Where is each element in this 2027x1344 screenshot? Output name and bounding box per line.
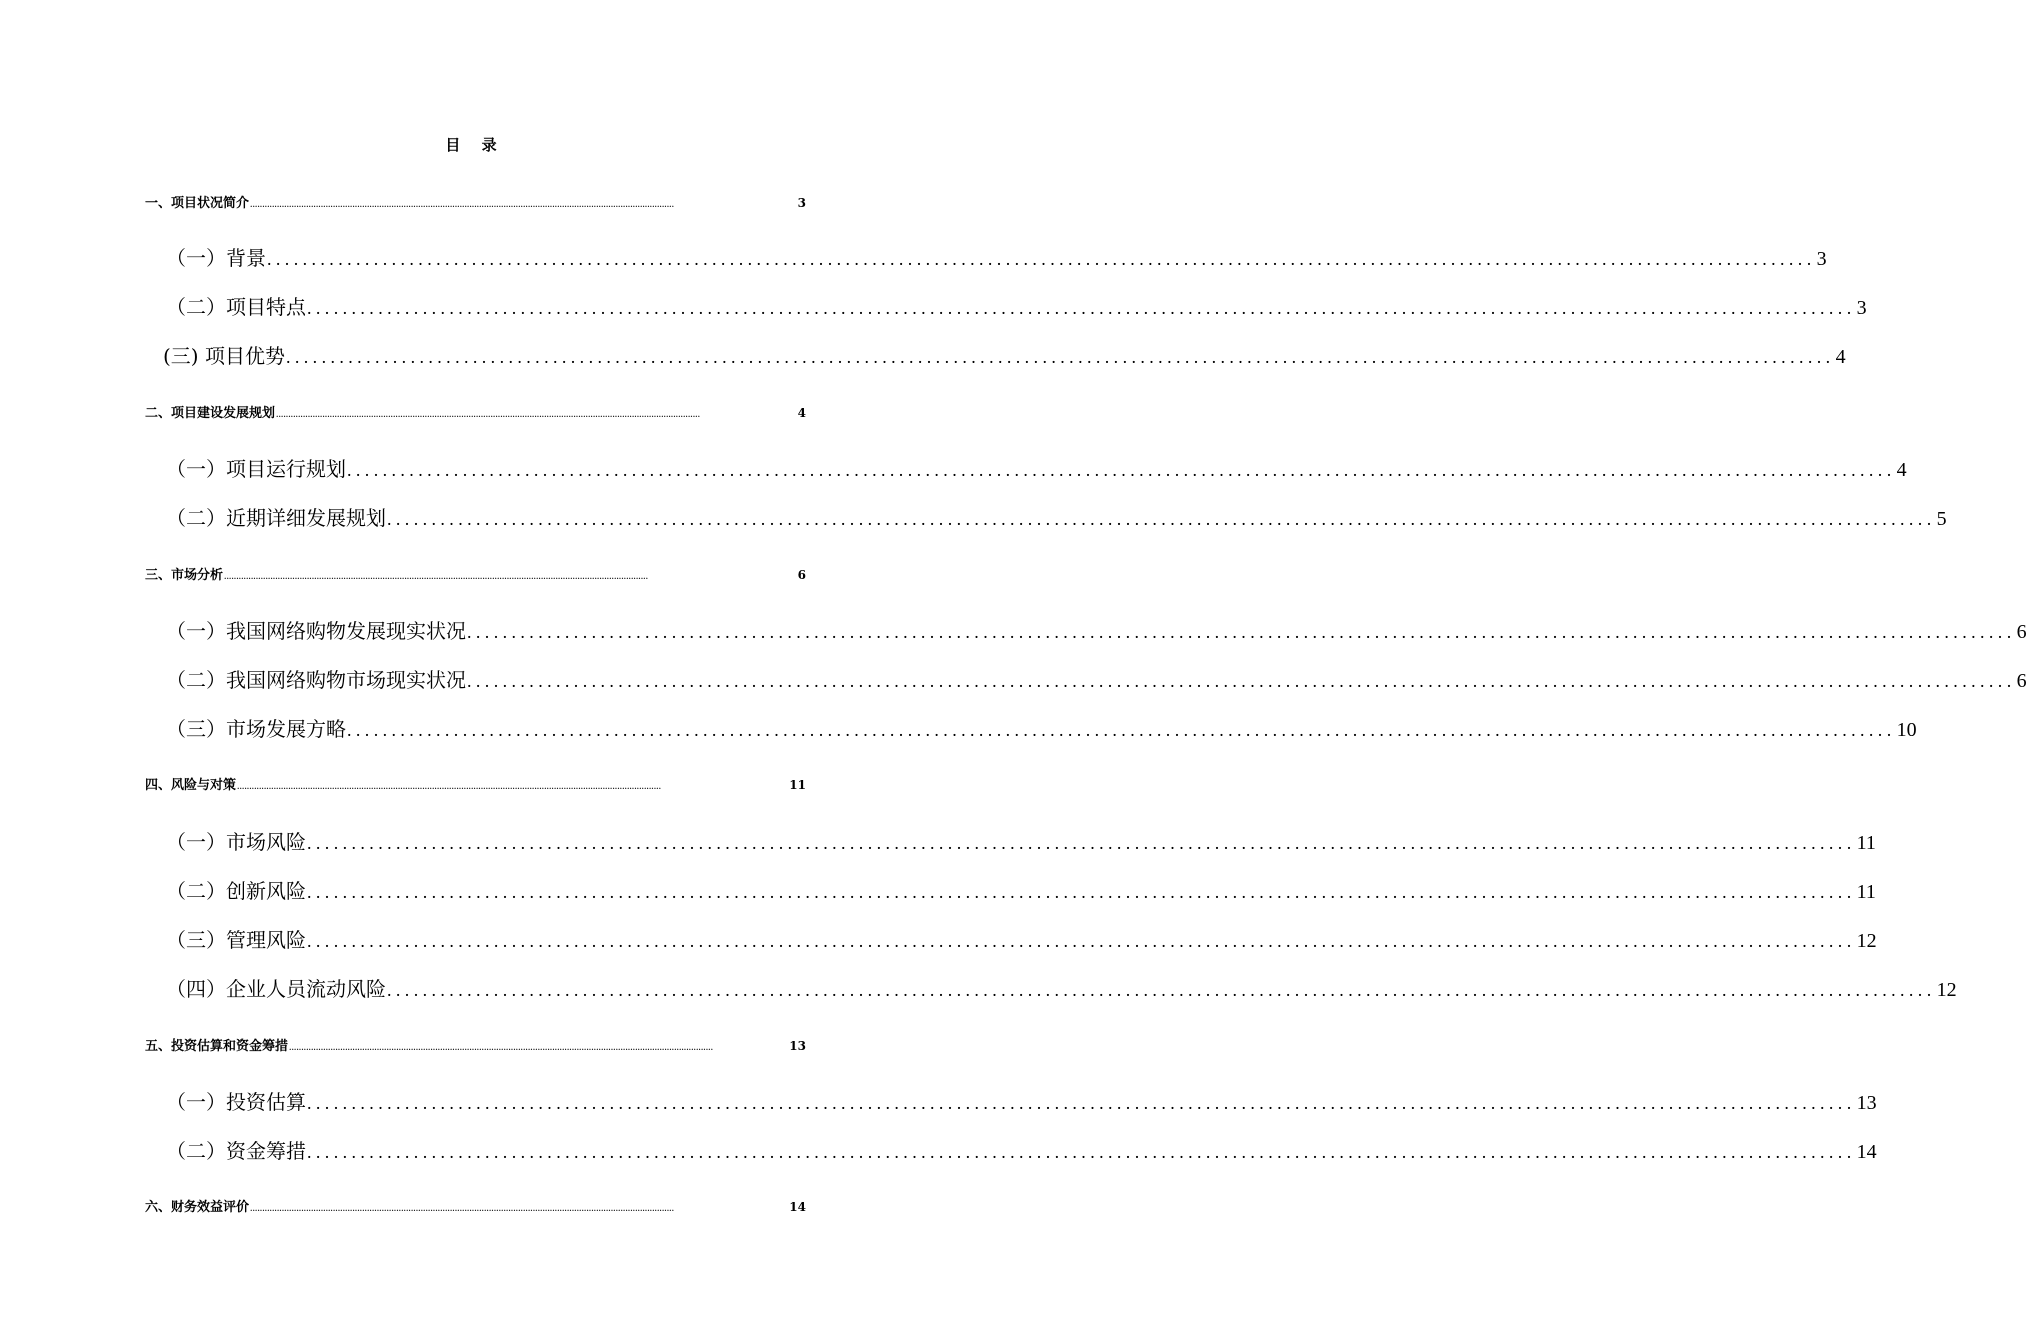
dot-leader: ..............................................................................................................................................................................	[267, 249, 1816, 269]
dot-leader: ..............................................................................................................................................................................	[285, 347, 1835, 367]
dot-leader: ..............................................................................................................................................................................	[289, 1043, 714, 1052]
toc-entry-label: （一）项目运行规划	[166, 457, 346, 481]
toc-entry-page: 3	[797, 196, 806, 210]
dot-leader: ..............................................................................................................................................................................	[276, 410, 701, 419]
dot-leader: ..............................................................................................................................................................................	[224, 572, 649, 581]
toc-entry-subsection-4-2[interactable]	[166, 875, 1876, 903]
toc-entry-subsection-3-2[interactable]	[166, 664, 2027, 692]
dot-leader: ..............................................................................................................................................................................	[237, 782, 662, 791]
toc-entry-label: （三）市场发展方略	[166, 717, 346, 741]
dot-leader: ..............................................................................................................................................................................	[387, 509, 1936, 529]
toc-entry-subsection-5-2[interactable]	[166, 1135, 1877, 1163]
toc-entry-label: （三）管理风险	[166, 928, 306, 952]
dot-leader: ..............................................................................................................................................................................	[307, 833, 1856, 853]
toc-entry-section-1[interactable]	[145, 192, 806, 210]
toc-entry-page: 12	[1936, 979, 1957, 1001]
toc-entry-page: 11	[1856, 832, 1876, 854]
toc-entry-page: 14	[1856, 1141, 1877, 1163]
dot-leader: ..............................................................................................................................................................................	[307, 298, 1856, 318]
toc-entry-page: 10	[1896, 719, 1917, 741]
toc-entry-section-4[interactable]	[145, 774, 806, 792]
toc-entry-page: 3	[1856, 297, 1867, 319]
toc-entry-section-6[interactable]	[145, 1196, 806, 1214]
toc-entry-label: （一）投资估算	[166, 1090, 306, 1114]
toc-entry-label: 二、项目建设发展规划	[145, 406, 276, 421]
dot-leader: ..............................................................................................................................................................................	[387, 980, 1936, 1000]
toc-entry-section-3[interactable]	[145, 564, 806, 582]
toc-entry-label: （二）近期详细发展规划	[166, 506, 386, 530]
dot-leader: ..............................................................................................................................................................................	[250, 1204, 675, 1213]
toc-entry-label: （二）我国网络购物市场现实状况	[166, 668, 466, 692]
toc-entry-page: 11	[1856, 881, 1876, 903]
toc-entry-label: (三) 项目优势	[163, 344, 285, 368]
toc-entry-page: 6	[2016, 621, 2027, 643]
dot-leader: ..............................................................................................................................................................................	[307, 931, 1856, 951]
toc-entry-subsection-4-4[interactable]	[166, 973, 1957, 1001]
toc-title: 目 录	[445, 136, 505, 154]
toc-entry-label: 六、财务效益评价	[145, 1200, 250, 1215]
toc-entry-page: 5	[1936, 508, 1947, 530]
toc-entry-section-2[interactable]	[145, 402, 806, 420]
dot-leader: ..............................................................................................................................................................................	[307, 1093, 1856, 1113]
toc-entry-page: 3	[1816, 248, 1827, 270]
toc-entry-label: （一）市场风险	[166, 830, 306, 854]
toc-entry-label: （二）资金筹措	[166, 1139, 306, 1163]
toc-entry-label: （四）企业人员流动风险	[166, 977, 386, 1001]
toc-entry-page: 4	[797, 406, 806, 420]
toc-entry-label: 四、风险与对策	[145, 778, 237, 793]
toc-entry-subsection-3-3[interactable]	[166, 713, 1917, 741]
toc-entry-page: 14	[789, 1200, 806, 1214]
dot-leader: ..............................................................................................................................................................................	[307, 882, 1856, 902]
toc-entry-subsection-5-1[interactable]	[166, 1086, 1877, 1114]
dot-leader: ..............................................................................................................................................................................	[347, 460, 1896, 480]
toc-entry-label: 三、市场分析	[145, 568, 224, 583]
toc-entry-page: 4	[1835, 346, 1846, 368]
dot-leader: ..............................................................................................................................................................................	[467, 622, 2016, 642]
toc-entry-subsection-3-1[interactable]	[166, 615, 2027, 643]
toc-entry-label: 一、项目状况简介	[145, 196, 250, 211]
dot-leader: ..............................................................................................................................................................................	[307, 1142, 1856, 1162]
toc-entry-subsection-2-2[interactable]	[166, 502, 1947, 530]
dot-leader: ..............................................................................................................................................................................	[347, 720, 1896, 740]
toc-entry-page: 13	[1856, 1092, 1877, 1114]
toc-entry-page: 6	[797, 568, 806, 582]
toc-entry-subsection-4-1[interactable]	[166, 826, 1876, 854]
toc-entry-subsection-4-3[interactable]	[166, 924, 1877, 952]
toc-entry-label: （一）背景	[166, 246, 266, 270]
toc-entry-subsection-1-3[interactable]	[163, 340, 1846, 368]
toc-entry-subsection-2-1[interactable]	[166, 453, 1907, 481]
dot-leader: ..............................................................................................................................................................................	[467, 671, 2016, 691]
toc-entry-page: 13	[789, 1039, 806, 1053]
toc-entry-subsection-1-2[interactable]	[166, 291, 1867, 319]
toc-entry-label: 五、投资估算和资金筹措	[145, 1039, 289, 1054]
toc-entry-page: 12	[1856, 930, 1877, 952]
toc-entry-page: 11	[789, 778, 806, 792]
toc-entry-label: （二）项目特点	[166, 295, 306, 319]
toc-entry-section-5[interactable]	[145, 1035, 806, 1053]
toc-entry-page: 6	[2016, 670, 2027, 692]
toc-entry-subsection-1-1[interactable]	[166, 242, 1827, 270]
dot-leader: ..............................................................................................................................................................................	[250, 200, 675, 209]
toc-entry-label: （二）创新风险	[166, 879, 306, 903]
toc-entry-label: （一）我国网络购物发展现实状况	[166, 619, 466, 643]
toc-entry-page: 4	[1896, 459, 1907, 481]
